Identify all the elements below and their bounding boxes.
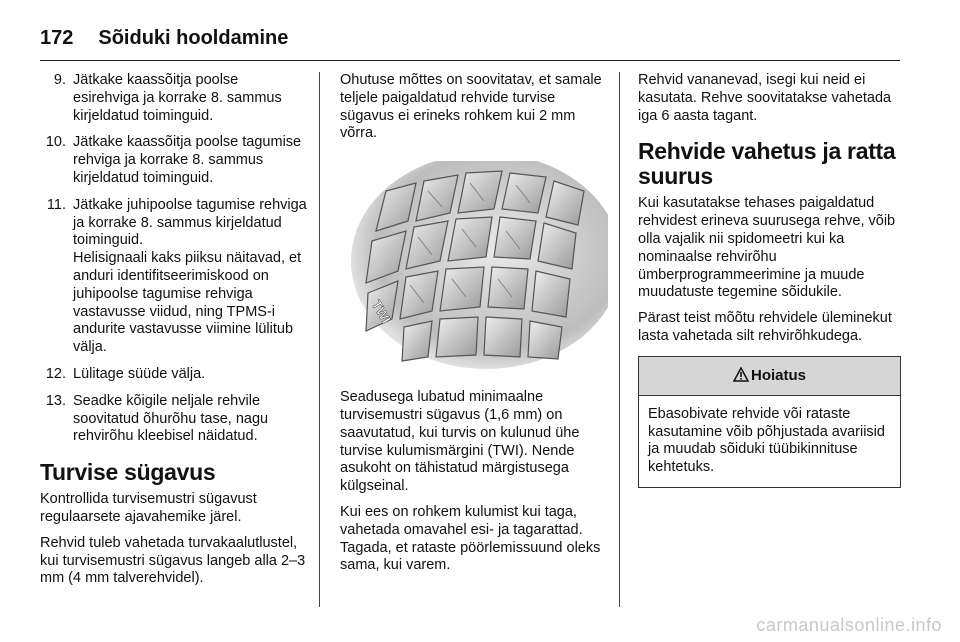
paragraph: Rehvid tuleb vahetada turvakaalutlustel, kui turvisemustri sügavus langeb alla 2–3 mm (4 mm talverehvidel). — [40, 534, 306, 587]
column-divider-1 — [319, 72, 320, 607]
header-rule — [40, 60, 900, 61]
paragraph: Kui ees on rohkem kulumist kui taga, vahetada omavahel esi- ja tagarattad. Tagada, et rataste pöörlemissuund oleks sama, kui varem. — [340, 503, 601, 574]
paragraph: Pärast teist mõõtu rehvidele üleminekut lasta vahetada silt rehvirõhkudega. — [638, 310, 892, 344]
watermark: carmanualsonline.info — [756, 615, 942, 635]
column-1 — [40, 72, 308, 596]
twi-label: TWI — [368, 297, 394, 327]
step-number: 12. — [45, 365, 66, 382]
step-number: 11. — [46, 196, 66, 213]
heading-tread-depth: Turvise sügavus — [40, 459, 216, 486]
step-number: 13. — [45, 392, 66, 409]
paragraph: Rehvid vananevad, isegi kui neid ei kasutata. Rehve soovitatakse vahetada iga 6 aasta tagant. — [638, 72, 892, 124]
warning-box — [638, 356, 901, 488]
paragraph: Kui kasutatakse tehases paigaldatud rehvidest erineva suurusega rehve, võib olla vajalik nii spidomeetri kui ka nominaalse rehvirõhu ümberprogrammeerimine ja muude muudatuste tegemine sõidukile. — [638, 195, 896, 301]
list-item — [40, 393, 308, 446]
step-text: Jätkake juhipoolse tagumise rehviga ja korrake 8. sammus kirjeldatud toiminguid. — [73, 196, 307, 249]
list-item — [40, 134, 308, 187]
paragraph: Kontrollida turvisemustri sügavust regulaarsete ajavahemike järel. — [40, 491, 257, 525]
step-text: Seadke kõigile neljale rehvile soovitatud õhurõhu tase, nagu rehvirõhu kleebisel näidatud. — [73, 392, 269, 445]
warning-text: Ebasobivate rehvide või rataste kasutamine võib põhjustada avariisid ja muudab sõiduki tüübikinnituse kehtetuks. — [648, 405, 885, 476]
warning-title: Hoiatus — [750, 366, 806, 384]
list-item — [40, 197, 308, 357]
list-item — [40, 72, 308, 125]
step-note: Helisignaali kaks piiksu näitavad, et anduri identifitseerimiskood on juhipoolse tagumise rehviga vastavusse viidud, ning TPMS-i andurite vastavusse viimine lülitub välja. — [73, 250, 302, 356]
step-text: Lülitage süüde välja. — [73, 365, 206, 382]
section-title: Sõiduki hooldamine — [98, 26, 289, 49]
heading-tire-change: Rehvide vahetus ja ratta suurus — [638, 138, 896, 190]
step-number: 10. — [45, 134, 66, 151]
column-2 — [340, 72, 608, 583]
tire-tread-illustration — [346, 161, 608, 369]
step-list — [40, 72, 308, 446]
paragraph: Seadusega lubatud minimaalne turvisemustri sügavus (1,6 mm) on saavutatud, kui turvis on kulunud ühe turvise kulumismärgini (TWI). Nende asukoht on tähistatud märgistusega külgseinal. — [340, 389, 580, 495]
step-text: Jätkake kaassõitja poolse esirehviga ja korrake 8. sammus kirjeldatud toiminguid. — [73, 72, 282, 124]
step-text: Jätkake kaassõitja poolse tagumise rehviga ja korrake 8. sammus kirjeldatud toiminguid. — [73, 134, 302, 186]
list-item — [40, 366, 308, 384]
paragraph: Ohutuse mõttes on soovitatav, et samale teljele paigaldatud rehvide turvise sügavus ei erineks rohkem kui 2 mm võrra. — [340, 72, 602, 142]
warning-triangle-icon — [733, 367, 749, 385]
column-divider-2 — [619, 72, 620, 607]
step-number: 9. — [53, 72, 66, 88]
page-number: 172 — [40, 26, 74, 49]
warning-header — [639, 357, 900, 396]
page-header — [40, 18, 900, 58]
column-3 — [638, 72, 901, 488]
